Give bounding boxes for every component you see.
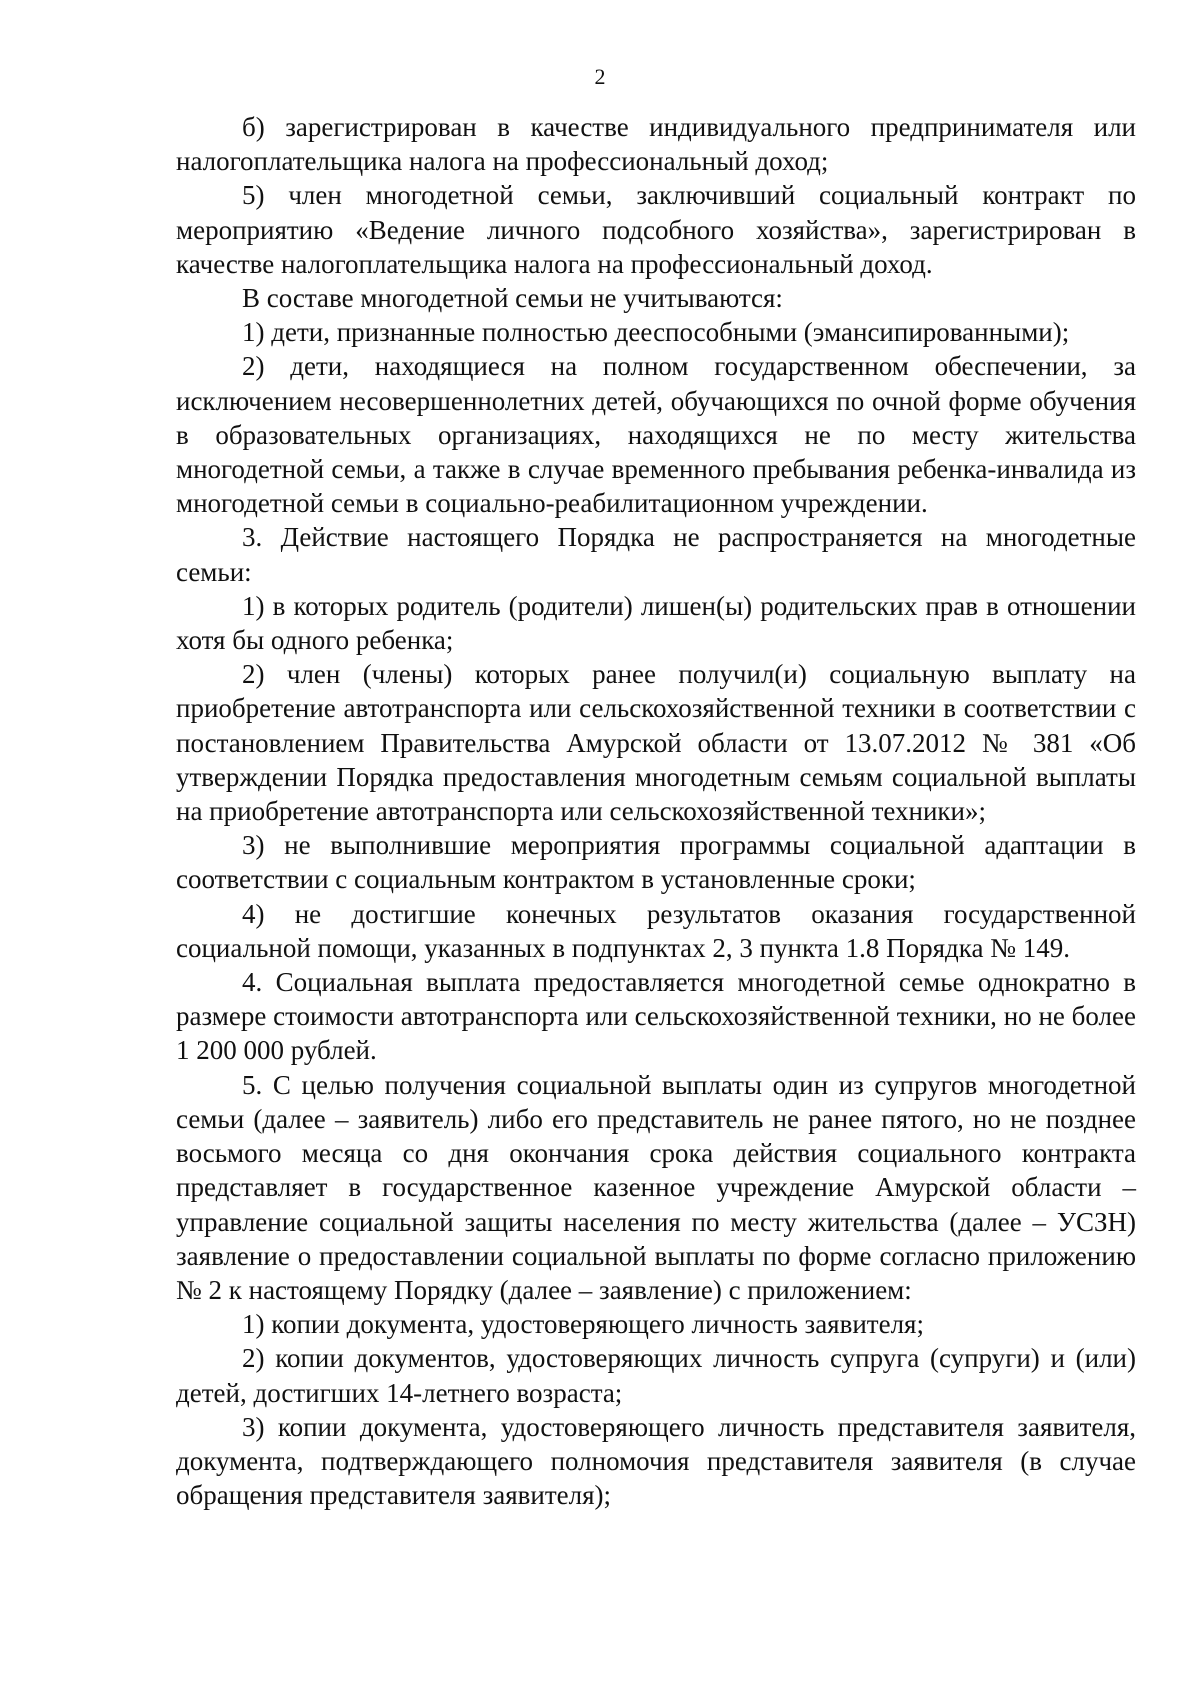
paragraph-10: 4) не достигшие конечных результатов оказания государственной социальной помощи, указанных в подпунктах 2, 3 пункта 1.8 Порядка № 149. — [176, 898, 1136, 963]
paragraph-1: б) зарегистрирован в качестве индивидуального предпринимателя или налогоплательщика налога на профессиональный доход; — [176, 112, 1136, 177]
paragraph-12: 5. С целью получения социальной выплаты один из супругов многодетной семьи (далее – заявитель) либо его представитель не ранее пятого, но не позднее восьмого месяца со дня окончания срока действия социального контракта представляет в государственное казенное учреждение Амурской области – управление социальной защиты населения по месту жительства (далее – УСЗН) заявление о предоставлении социальной выплаты по форме согласно приложению № 2 к настоящему Порядку (далее – заявление) с приложением: — [176, 1069, 1136, 1305]
paragraph-2: 5) член многодетной семьи, заключивший социальный контракт по мероприятию «Ведение личного подсобного хозяйства», зарегистрирован в качестве налогоплательщика налога на профессиональный доход. — [176, 180, 1136, 279]
paragraph-9: 3) не выполнившие мероприятия программы социальной адаптации в соответствии с социальным контрактом в установленные сроки; — [176, 830, 1136, 895]
paragraph-4: 1) дети, признанные полностью дееспособными (эмансипированными); — [242, 317, 1070, 348]
paragraph-3: В составе многодетной семьи не учитываются: — [242, 283, 783, 314]
paragraph-15: 3) копии документа, удостоверяющего личность представителя заявителя, документа, подтверждающего полномочия представителя заявителя (в случае обращения представителя заявителя); — [176, 1411, 1136, 1511]
paragraph-11: 4. Социальная выплата предоставляется многодетной семье однократно в размере стоимости автотранспорта или сельскохозяйственной техники, но не более 1 200 000 рублей. — [176, 967, 1136, 1066]
paragraph-6: 3. Действие настоящего Порядка не распространяется на многодетные семьи: — [176, 522, 1136, 587]
paragraph-8: 2) член (члены) которых ранее получил(и) социальную выплату на приобретение автотранспорта или сельскохозяйственной техники в соответствии с постановлением Правительства Амурской области от 13.07.2012 № 381 «Об утверждении Порядка предоставления многодетным семьям социальной выплаты на приобретение автотранспорта или сельскохозяйственной техники»; — [176, 659, 1136, 827]
document-body — [176, 110, 1136, 1512]
page-number: 2 — [594, 64, 606, 89]
paragraph-14: 2) копии документов, удостоверяющих личность супруга (супруги) и (или) детей, достигших 14-летнего возраста; — [176, 1343, 1136, 1408]
paragraph-7: 1) в которых родитель (родители) лишен(ы) родительских прав в отношении хотя бы одного ребенка; — [176, 590, 1136, 656]
paragraph-5: 2) дети, находящиеся на полном государственном обеспечении, за исключением несовершеннолетних детей, обучающихся по очной форме обучения в образовательных организациях, находящихся не по месту жительства многодетной семьи, а также в случае временного пребывания ребенка-инвалида из многодетной семьи в социально-реабилитационном учреждении. — [176, 351, 1136, 519]
paragraph-13: 1) копии документа, удостоверяющего личность заявителя; — [242, 1309, 924, 1340]
